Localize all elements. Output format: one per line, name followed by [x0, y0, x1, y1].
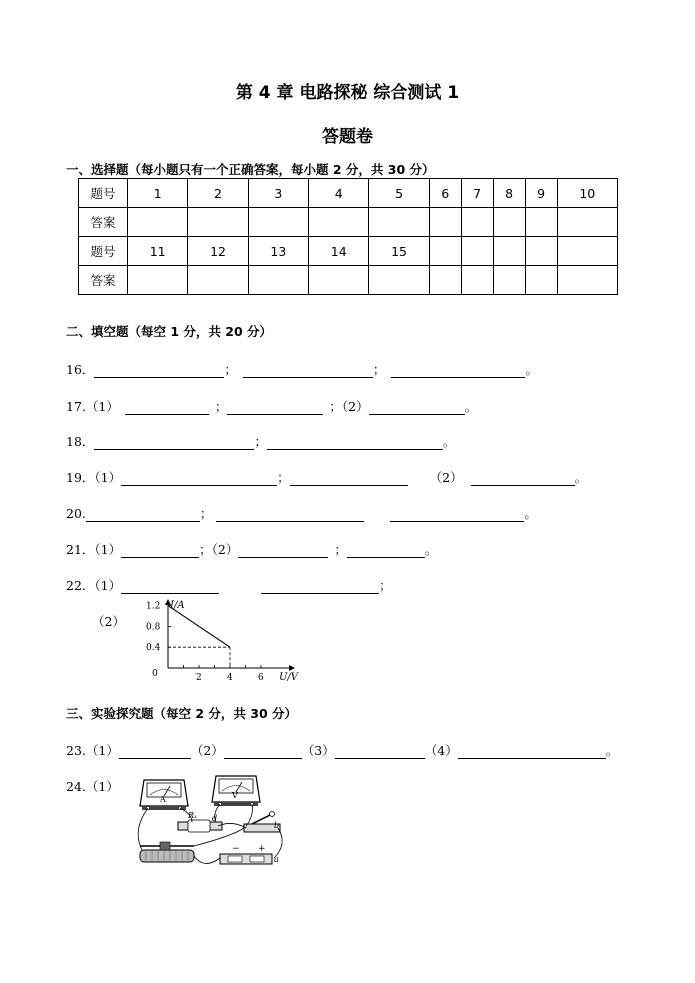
answer-cell[interactable]	[525, 208, 557, 237]
question-22-part-2: （2）	[92, 614, 125, 629]
table-cell-number	[493, 237, 525, 266]
answer-cell[interactable]	[128, 208, 188, 237]
separator: ；	[224, 362, 237, 377]
terminal-c-label: c	[243, 821, 248, 830]
answer-cell[interactable]	[248, 266, 308, 295]
answer-blank[interactable]	[471, 472, 575, 486]
table-cell-number: 9	[525, 179, 557, 208]
data-line	[168, 606, 230, 648]
answer-cell[interactable]	[188, 208, 248, 237]
circuit-diagram	[132, 770, 292, 882]
table-cell-number	[557, 237, 617, 266]
separator: ；	[254, 434, 267, 449]
table-row	[79, 237, 618, 266]
answer-cell[interactable]	[557, 208, 617, 237]
question-part: （2）	[211, 542, 239, 557]
iu-graph	[140, 596, 310, 686]
answer-cell[interactable]	[309, 266, 369, 295]
table-cell-number: 13	[248, 237, 308, 266]
question-number: 19．（1）	[66, 470, 122, 485]
question-number: 16．	[66, 362, 95, 377]
x-axis-label: U/V	[279, 672, 299, 683]
table-cell-number: 15	[369, 237, 429, 266]
table-cell-label: 题号	[79, 237, 128, 266]
answer-table	[78, 178, 618, 295]
separator: ；	[334, 542, 347, 557]
separator: 。	[574, 470, 588, 485]
separator: 。	[525, 362, 538, 377]
origin-label: 0	[152, 669, 158, 679]
table-cell-number: 14	[309, 237, 369, 266]
table-cell-number	[525, 237, 557, 266]
x-tick-label: 2	[196, 673, 202, 683]
separator: 。	[442, 434, 456, 449]
answer-blank[interactable]	[238, 544, 328, 558]
table-cell-number: 8	[493, 179, 525, 208]
answer-blank[interactable]	[243, 364, 373, 378]
table-cell-number: 1	[128, 179, 188, 208]
page-title: 第 4 章 电路探秘 综合测试 1	[235, 83, 460, 103]
separator: ；	[277, 470, 290, 485]
separator: 。	[464, 399, 478, 414]
table-cell-number: 7	[461, 179, 493, 208]
question-number: 17.（1）	[66, 399, 119, 414]
separator: ；	[329, 399, 342, 414]
answer-blank[interactable]	[390, 508, 524, 522]
answer-cell[interactable]	[525, 266, 557, 295]
answer-cell[interactable]	[128, 266, 188, 295]
answer-blank[interactable]	[224, 745, 302, 759]
answer-blank[interactable]	[267, 436, 443, 450]
table-row	[79, 179, 618, 208]
answer-blank[interactable]	[121, 544, 199, 558]
answer-cell[interactable]	[461, 208, 493, 237]
answer-blank[interactable]	[125, 401, 209, 415]
battery-icon	[220, 854, 272, 864]
answer-blank[interactable]	[86, 508, 200, 522]
question-21	[66, 540, 437, 558]
separator: ；	[199, 506, 213, 521]
battery-minus-label: −	[232, 844, 240, 854]
table-cell-number: 5	[369, 179, 429, 208]
table-cell-number: 11	[128, 237, 188, 266]
answer-blank[interactable]	[94, 436, 254, 450]
question-number: 23.（1）	[66, 743, 119, 758]
terminal-d-label: d	[212, 814, 218, 823]
answer-blank[interactable]	[261, 580, 379, 594]
table-cell-number: 4	[309, 179, 369, 208]
answer-cell[interactable]	[493, 266, 525, 295]
question-18	[66, 432, 455, 450]
answer-blank[interactable]	[347, 544, 425, 558]
table-cell-number: 3	[248, 179, 308, 208]
table-cell-number: 12	[188, 237, 248, 266]
answer-cell[interactable]	[461, 266, 493, 295]
resistor-label: Rₓ	[188, 811, 197, 820]
section-3-heading: 三、实验探究题（每空 2 分，共 30 分）	[66, 706, 298, 721]
answer-cell[interactable]	[369, 266, 429, 295]
x-tick-label: 4	[227, 673, 233, 683]
question-number: 20.	[66, 506, 86, 521]
table-cell-number: 10	[557, 179, 617, 208]
table-cell-label: 答案	[79, 208, 128, 237]
separator: 。	[524, 506, 537, 521]
answer-blank[interactable]	[216, 508, 364, 522]
separator: 。	[605, 743, 619, 758]
separator: ；	[199, 542, 212, 557]
question-part: （2）	[190, 743, 224, 758]
question-number: 22．（1）	[66, 578, 122, 593]
separator: ；	[214, 399, 228, 414]
question-number: 21．（1）	[66, 542, 122, 557]
question-number: 18．	[66, 434, 95, 449]
table-cell-number	[461, 237, 493, 266]
section-2-heading: 二、填空题（每空 1 分，共 20 分）	[66, 324, 273, 339]
table-cell-label: 答案	[79, 266, 128, 295]
question-24: 24.（1）	[66, 779, 119, 794]
terminal-a-label: a	[274, 855, 279, 864]
answer-blank[interactable]	[94, 364, 224, 378]
y-tick-label: 0.4	[146, 643, 161, 654]
question-part: （4）	[424, 743, 458, 758]
question-20	[66, 504, 537, 522]
answer-cell[interactable]	[493, 208, 525, 237]
answer-cell[interactable]	[248, 208, 308, 237]
section-1-heading: 一、选择题（每小题只有一个正确答案，每小题 2 分，共 30 分）	[66, 162, 435, 177]
separator: ；	[372, 362, 386, 377]
question-23	[66, 741, 618, 759]
y-tick-label: 1.2	[146, 601, 161, 612]
answer-blank[interactable]	[391, 364, 525, 378]
answer-cell[interactable]	[369, 208, 429, 237]
answer-cell[interactable]	[557, 266, 617, 295]
question-part: （2）	[429, 470, 463, 485]
answer-cell[interactable]	[188, 266, 248, 295]
table-cell-number: 2	[188, 179, 248, 208]
answer-blank[interactable]	[119, 745, 191, 759]
separator: 。	[424, 542, 438, 557]
question-22	[66, 576, 392, 594]
table-cell-number: 6	[429, 179, 461, 208]
table-row	[79, 266, 618, 295]
separator: ；	[379, 578, 392, 593]
terminal-b-label: b	[274, 821, 280, 830]
ammeter-label: A	[160, 795, 166, 804]
question-part: （2）	[341, 399, 369, 414]
table-cell-label: 题号	[79, 179, 128, 208]
answer-blank[interactable]	[335, 745, 425, 759]
rheostat-icon	[140, 842, 194, 862]
answer-blank[interactable]	[290, 472, 408, 486]
page-subtitle: 答题卷	[322, 127, 373, 147]
y-axis-label: I/A	[170, 600, 185, 611]
question-19	[66, 468, 587, 486]
question-16	[66, 360, 538, 378]
table-row	[79, 208, 618, 237]
answer-cell[interactable]	[309, 208, 369, 237]
table-cell-number	[429, 237, 461, 266]
answer-cell[interactable]	[429, 266, 461, 295]
x-tick-label: 6	[258, 673, 264, 683]
answer-blank[interactable]	[458, 745, 606, 759]
question-part: （3）	[301, 743, 335, 758]
battery-plus-label: +	[258, 844, 266, 854]
answer-blank[interactable]	[121, 472, 277, 486]
y-tick-label: 0.8	[146, 622, 161, 633]
voltmeter-label: V	[232, 791, 238, 800]
answer-blank[interactable]	[227, 401, 323, 415]
answer-blank[interactable]	[369, 401, 465, 415]
answer-cell[interactable]	[429, 208, 461, 237]
question-17	[66, 397, 477, 415]
answer-blank[interactable]	[121, 580, 219, 594]
